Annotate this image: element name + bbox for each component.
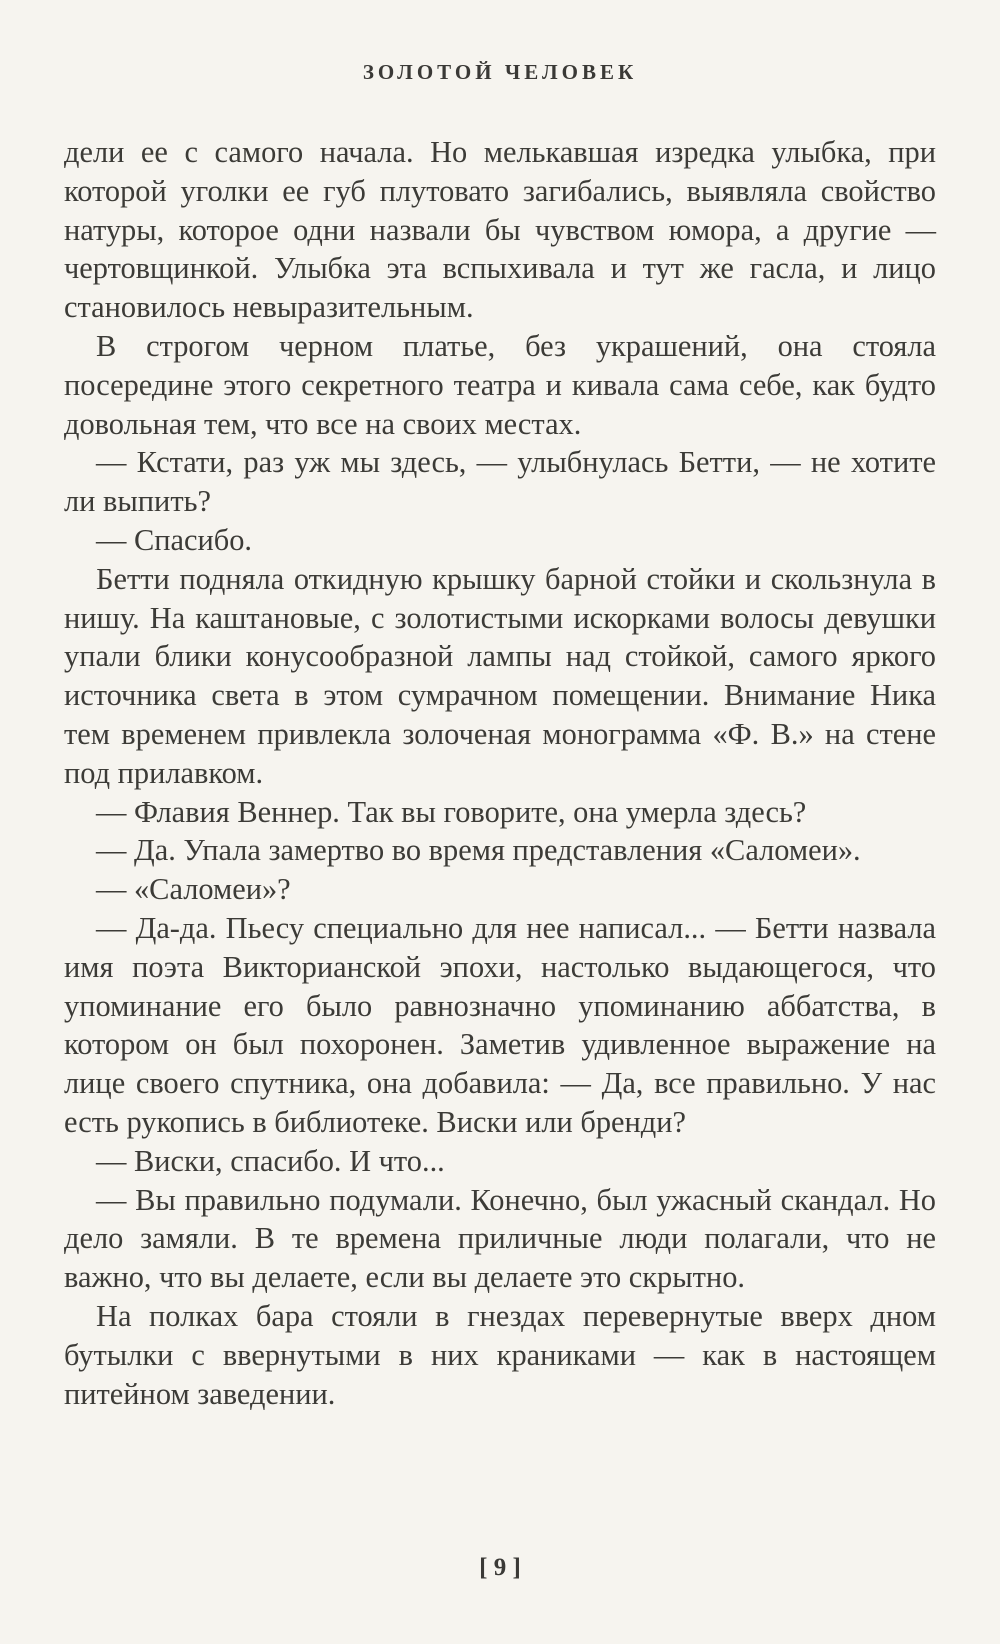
running-title: ЗОЛОТОЙ ЧЕЛОВЕК [362,60,638,84]
paragraph: В строгом черном платье, без украшений, она стояла посередине этого секретного театра и кивала сама себе, как будто довольная тем, что все на своих местах. [64,328,936,441]
page-body [64,133,936,1413]
paragraph: — Спасибо. [96,522,253,557]
page-number: [ 9 ] [479,1554,521,1581]
paragraph: дели ее с самого начала. Но мелькавшая изредка улыбка, при которой уголки ее губ плутовато загибались, выявляла свойство натуры, которое одни назвали бы чувством юмора, а другие — чертовщинкой. Улыбка эта вспыхивала и тут же гасла, и лицо становилось невыразительным. [64,135,936,325]
paragraph: — Да. Упала замертво во время представления «Саломеи». [96,833,861,868]
paragraph: — Вы правильно подумали. Конечно, был ужасный скандал. Но дело замяли. В те времена приличные люди полагали, что не важно, что вы делаете, если вы делаете это скрытно. [64,1182,936,1295]
paragraph: — Флавия Веннер. Так вы говорите, она умерла здесь? [96,794,807,829]
paragraph: Бетти подняла откидную крышку барной стойки и скользнула в нишу. На каштановые, с золотистыми искорками волосы девушки упали блики конусообразной лампы над стойкой, самого яркого источника света в этом сумрачном помещении. Внимание Ника тем временем привлекла золоченая монограмма «Ф. В.» на стене под прилавком. [64,561,936,790]
paragraph: — Кстати, раз уж мы здесь, — улыбнулась Бетти, — не хотите ли выпить? [64,445,936,519]
paragraph: На полках бара стояли в гнездах перевернутые вверх дном бутылки с ввернутыми в них краниками — как в настоящем питейном заведении. [64,1298,936,1411]
paragraph: — Да-да. Пьесу специально для нее написал... — Бетти назвала имя поэта Викторианской эпохи, настолько выдающегося, что упоминание его было равнозначно упоминанию аббатства, в котором он был похоронен. Заметив удивленное выражение на лице своего спутника, она добавила: — Да, все правильно. У нас есть рукопись в библиотеке. Виски или бренди? [64,910,936,1139]
paragraph: — «Саломеи»? [96,872,291,907]
paragraph: — Виски, спасибо. И что... [96,1143,445,1178]
